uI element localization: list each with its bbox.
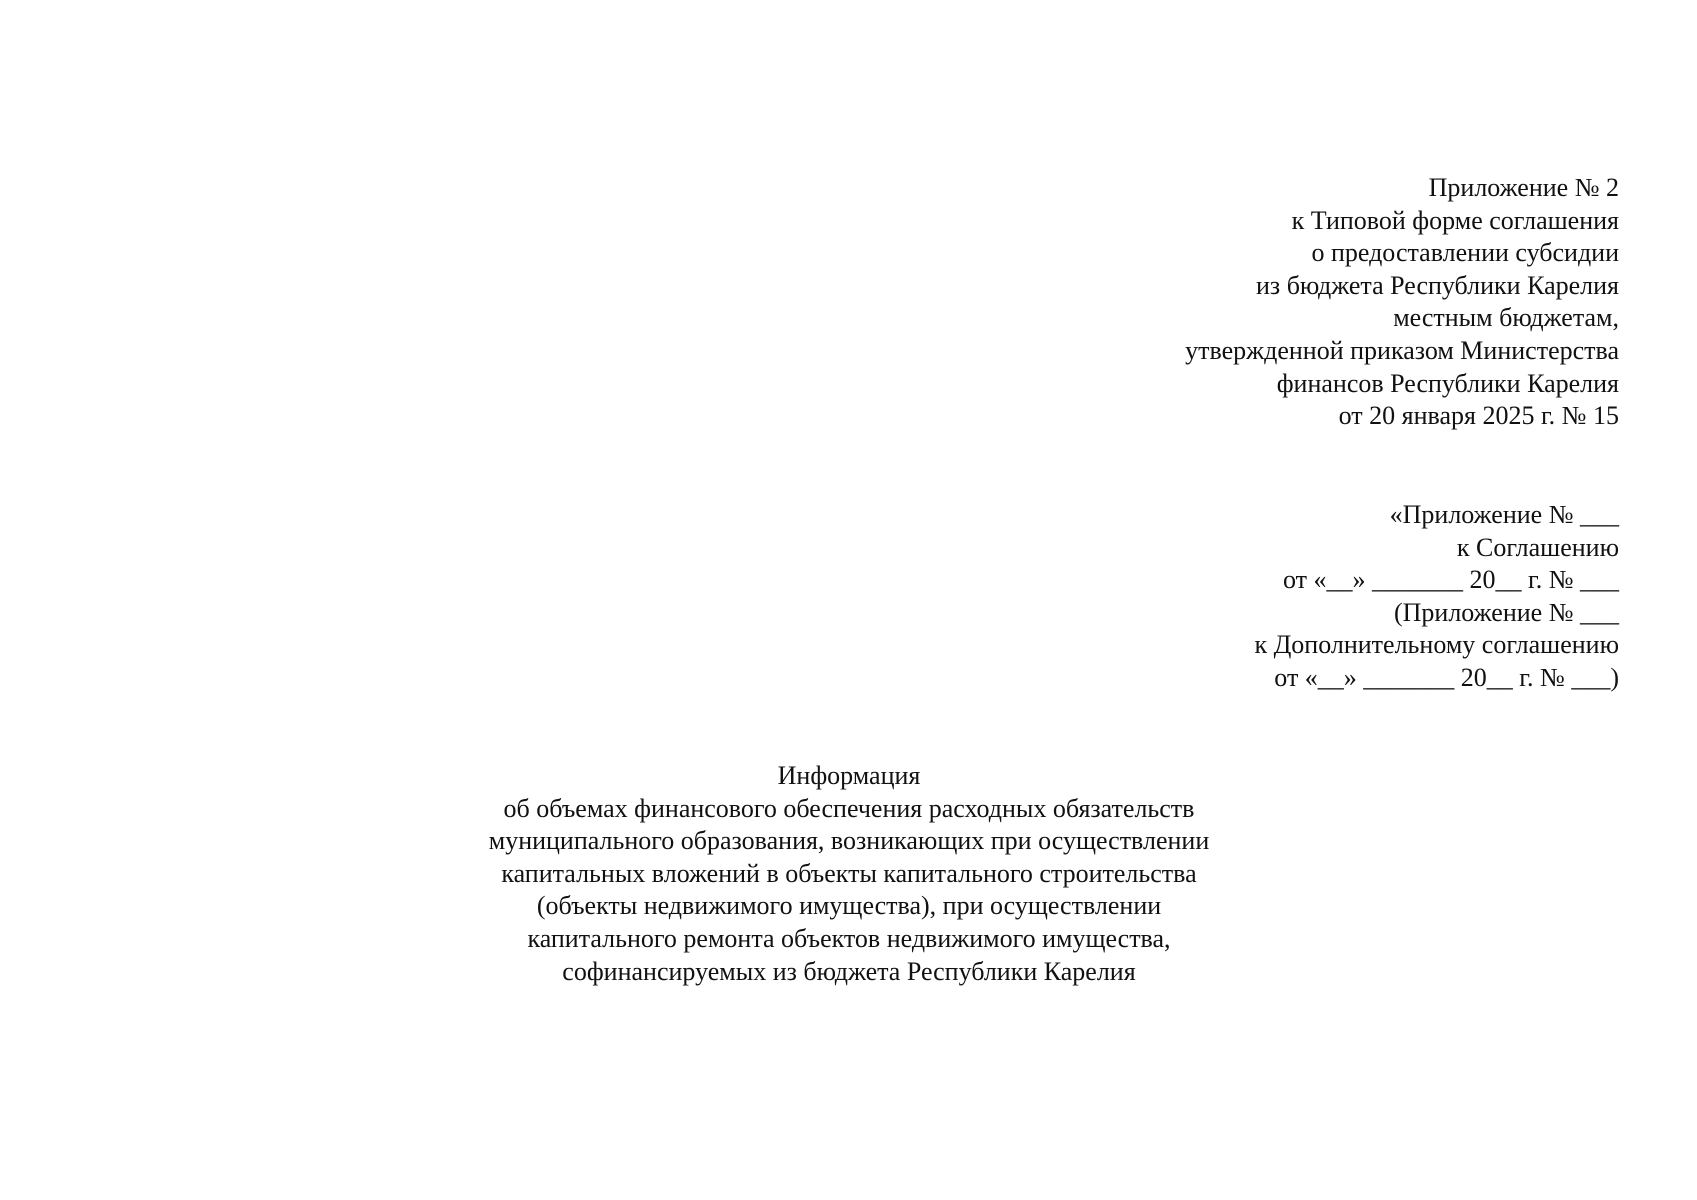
title-line-2: муниципального образования, возникающих при осуществлении	[488, 826, 1210, 856]
agreement-line-agreement: к Соглашению	[1456, 532, 1619, 562]
annex-line-local-budgets: местным бюджетам,	[1393, 303, 1619, 333]
annex-line-date: от 20 января 2025 г. № 15	[1338, 401, 1619, 431]
title-line-1: об объемах финансового обеспечения расходных обязательств	[503, 793, 1195, 823]
annex-line-subsidy: о предоставлении субсидии	[1311, 238, 1619, 268]
title-heading: Информация	[777, 761, 921, 790]
document-title	[400, 760, 1298, 988]
annex-line-ministry: финансов Республики Карелия	[1276, 368, 1619, 398]
annex-line-number: Приложение № 2	[1428, 173, 1619, 202]
annex-header	[1185, 172, 1619, 433]
annex-line-budget: из бюджета Республики Карелия	[1256, 270, 1619, 300]
annex-line-approved: утвержденной приказом Министерства	[1185, 335, 1619, 365]
agreement-line-date: от «__» _______ 20__ г. № ___	[1282, 565, 1619, 595]
title-line-3: капитальных вложений в объекты капитального строительства	[501, 858, 1197, 888]
title-line-4: (объекты недвижимого имущества), при осуществлении	[536, 891, 1162, 921]
annex-line-form: к Типовой форме соглашения	[1291, 205, 1619, 235]
agreement-line-annex: «Приложение № ___	[1389, 500, 1619, 529]
agreement-line-additional-annex: (Приложение № ___	[1393, 597, 1619, 627]
title-line-6: софинансируемых из бюджета Республики Карелия	[562, 956, 1136, 986]
title-line-5: капитального ремонта объектов недвижимого имущества,	[527, 923, 1171, 953]
agreement-line-additional: к Дополнительному соглашению	[1254, 630, 1619, 660]
agreement-header	[1254, 499, 1619, 695]
agreement-line-additional-date: от «__» _______ 20__ г. № ___)	[1274, 662, 1619, 692]
